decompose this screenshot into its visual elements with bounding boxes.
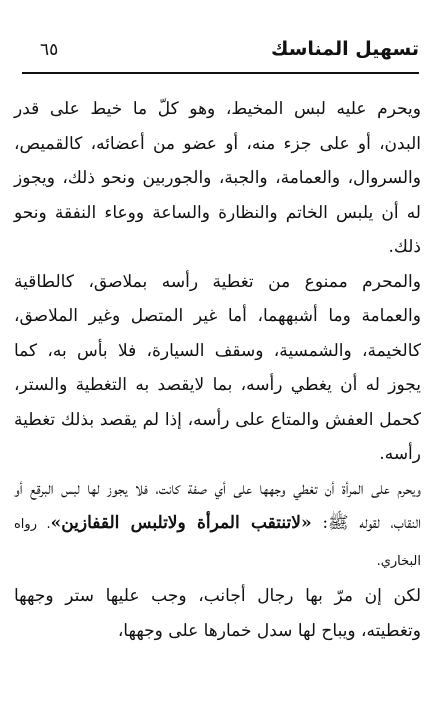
paragraph-head-covering: [14, 265, 421, 472]
hadith-quote: «لاتنتقب المرأة ولاتلبس القفازين»: [50, 513, 312, 533]
paragraph-woman-face: [14, 472, 421, 580]
paragraph-text: ويحرم على المرأة أن تغطي وجهها على أي صفة كانت، فلا يجوز لها لبس البرقع أو النقاب، لقوله ﷺ:: [14, 478, 421, 533]
paragraph-text: والمحرم ممنوع من تغطية رأسه بملاصق، كالطاقية والعمامة وما أشبههما، أما غير المتصل وغير الملاصق، كالخيمة، والشمسية، وسقف السيارة، فلا بأس به، كما يجوز له أن يغطي رأسه، بما لايقصد به التغطية والستر، كحمل العفش والمتاع على رأسه، إذا لم يقصد بذلك تغطية رأسه.: [14, 271, 421, 464]
paragraph-text: لكن إن مرّ بها رجال أجانب، وجب عليها ستر وجهها وتغطيته، ويباح لها سدل خمارها على وجهها،: [14, 586, 421, 641]
paragraph-foreign-men: [14, 579, 421, 648]
book-title: تسهيل المناسك: [271, 38, 419, 60]
page-number: ٦٥: [40, 40, 59, 60]
paragraph-text: ويحرم عليه لبس المخيط، وهو كلّ ما خيط على قدر البدن، أو على جزء منه، أو عضو من أعضائه، كالقميص، والسروال، والعمامة، والجبة، والجوربين ونحو ذلك، ويجوز له أن يلبس الخاتم والنظارة والساعة ووعاء النفقة ونحو ذلك.: [14, 99, 421, 257]
paragraph-makhit: [14, 92, 421, 265]
page-body: [14, 92, 421, 648]
hadith-citation: . رواه البخاري.: [14, 517, 421, 569]
page-header: [22, 30, 419, 74]
